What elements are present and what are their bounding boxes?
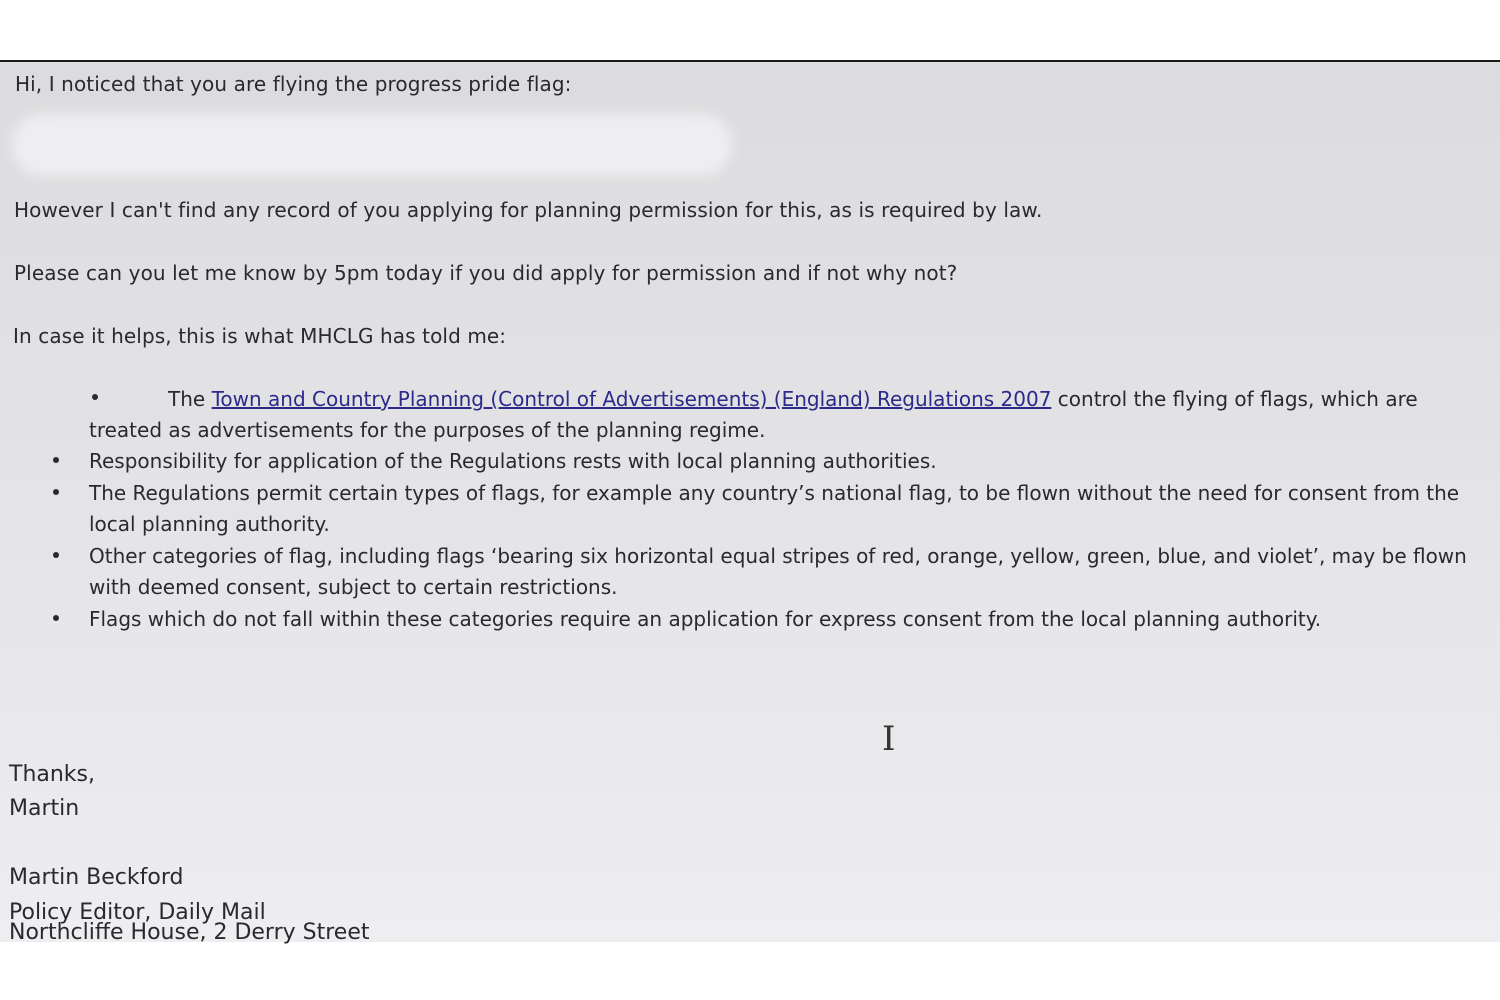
- signoff-text: Thanks,: [9, 762, 96, 787]
- bullet-1-suffix: control the flying of flags, which are: [1051, 387, 1418, 411]
- paragraph-permission: However I can't find any record of you applying for planning permission for this, as is required by law.: [14, 198, 1043, 222]
- bullet-1-prefix: The: [168, 387, 212, 411]
- regulations-link[interactable]: Town and Country Planning (Control of Advertisements) (England) Regulations 2007: [211, 387, 1052, 411]
- bullet-4-line-2: with deemed consent, subject to certain restrictions.: [89, 575, 618, 599]
- bullet-4-line-1: Other categories of flag, including flags ‘bearing six horizontal equal stripes of red, orange, yellow, green, blue, and violet’, may be flown: [89, 544, 1467, 568]
- bullet-dot-icon: [53, 615, 59, 621]
- sender-first-name: Martin: [9, 796, 80, 821]
- paragraph-request: Please can you let me know by 5pm today if you did apply for permission and if not why not?: [14, 261, 958, 285]
- bullet-5-text: Flags which do not fall within these categories require an application for express consent from the local planning authority.: [89, 607, 1322, 631]
- sender-title: Policy Editor, Daily Mail: [9, 900, 266, 925]
- bullet-dot-icon: [53, 489, 59, 495]
- greeting-text: Hi, I noticed that you are flying the progress pride flag:: [15, 72, 572, 96]
- bullet-1-line-2: treated as advertisements for the purposes of the planning regime.: [89, 418, 766, 442]
- address-cutoff: [9, 920, 419, 945]
- paragraph-mhclg: In case it helps, this is what MHCLG has told me:: [13, 324, 507, 348]
- address-partial-text: Northcliffe House, 2 Derry Street: [9, 920, 370, 945]
- text-cursor-icon: I: [882, 719, 896, 759]
- bullet-dot-icon: [53, 552, 59, 558]
- redacted-area: [12, 114, 732, 176]
- bullet-3-line-2: local planning authority.: [89, 512, 330, 536]
- email-photo: [0, 60, 1500, 945]
- bullet-2-text: Responsibility for application of the Regulations rests with local planning authorities.: [89, 449, 937, 473]
- bullet-dot-icon: [92, 394, 98, 400]
- bullet-3-line-1: The Regulations permit certain types of flags, for example any country’s national flag, to be flown without the need for consent from the: [89, 481, 1460, 505]
- sender-full-name: Martin Beckford: [9, 865, 184, 890]
- bullet-dot-icon: [53, 457, 59, 463]
